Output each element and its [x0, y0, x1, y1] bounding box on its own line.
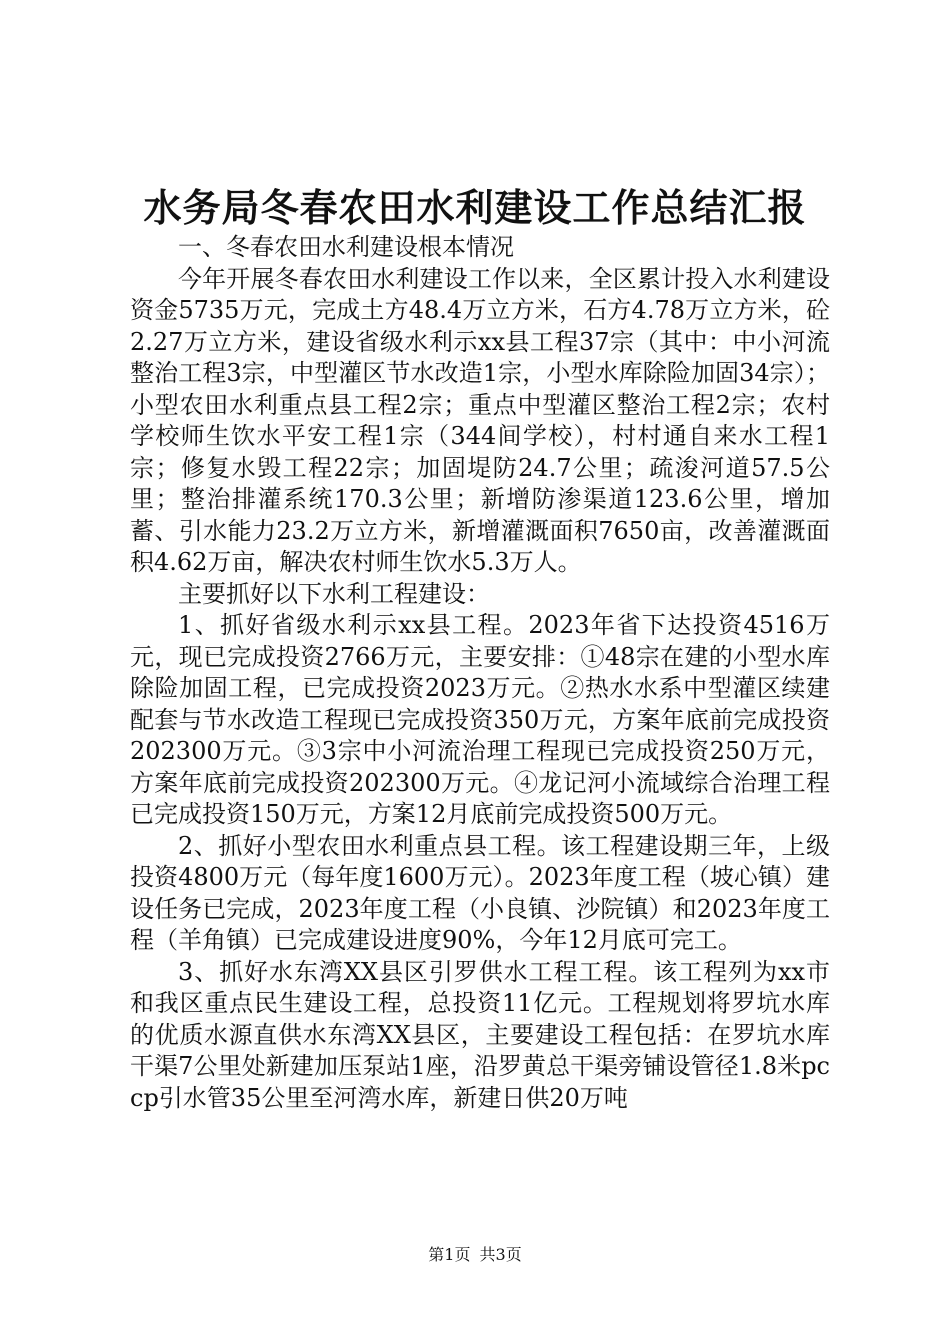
page-number: 第1页	[428, 1245, 471, 1264]
document-body	[130, 232, 830, 1114]
paragraph-item-3: 3、抓好水东湾XX县区引罗供水工程工程。该工程列为xx市和我区重点民生建设工程，总投资11亿元。工程规划将罗坑水库的优质水源直供水东湾XX县区，主要建设工程包括：在罗坑水库干渠7公里处新建加压泵站1座，沿罗黄总干渠旁铺设管径1.8米pccp引水管35公里至河湾水库，新建日供20万吨	[130, 957, 830, 1112]
paragraph-item-2: 2、抓好小型农田水利重点县工程。该工程建设期三年，上级投资4800万元（每年度1600万元）。2023年度工程（坡心镇）建设任务已完成，2023年度工程（小良镇、沙院镇）和2023年度工程（羊角镇）已完成建设进度90%，今年12月底可完工。	[130, 831, 830, 954]
page-total: 共3页	[479, 1245, 522, 1264]
paragraph-intro-list: 主要抓好以下水利工程建设：	[178, 579, 490, 608]
section-heading: 一、冬春农田水利建设根本情况	[178, 233, 514, 261]
paragraph-item-1: 1、抓好省级水利示xx县工程。2023年省下达投资4516万元，现已完成投资2766万元，主要安排：①48宗在建的小型水库除险加固工程，已完成投资2023万元。②热水水系中型灌区续建配套与节水改造工程现已完成投资350万元，方案年底前完成投资202300万元。③3宗中小河流治理工程现已完成投资250万元，方案年底前完成投资202300万元。④龙记河小流域综合治理工程已完成投资150万元，方案12月底前完成投资500万元。	[130, 611, 830, 828]
page-footer	[0, 1244, 950, 1266]
paragraph-overview: 今年开展冬春农田水利建设工作以来，全区累计投入水利建设资金5735万元，完成土方48.4万立方米，石方4.78万立方米，砼2.27万立方米，建设省级水利示xx县工程37宗（其中：中小河流整治工程3宗，中型灌区节水改造1宗，小型水库除险加固34宗）；小型农田水利重点县工程2宗；重点中型灌区整治工程2宗；农村学校师生饮水平安工程1宗（344间学校），村村通自来水工程1宗；修复水毁工程22宗；加固堤防24.7公里；疏浚河道57.5公里；整治排灌系统170.3公里；新增防渗渠道123.6公里，增加蓄、引水能力23.2万立方米，新增灌溉面积7650亩，改善灌溉面积4.62万亩，解决农村师生饮水5.3万人。	[130, 264, 830, 576]
document-title: 水务局冬春农田水利建设工作总结汇报	[143, 185, 807, 230]
